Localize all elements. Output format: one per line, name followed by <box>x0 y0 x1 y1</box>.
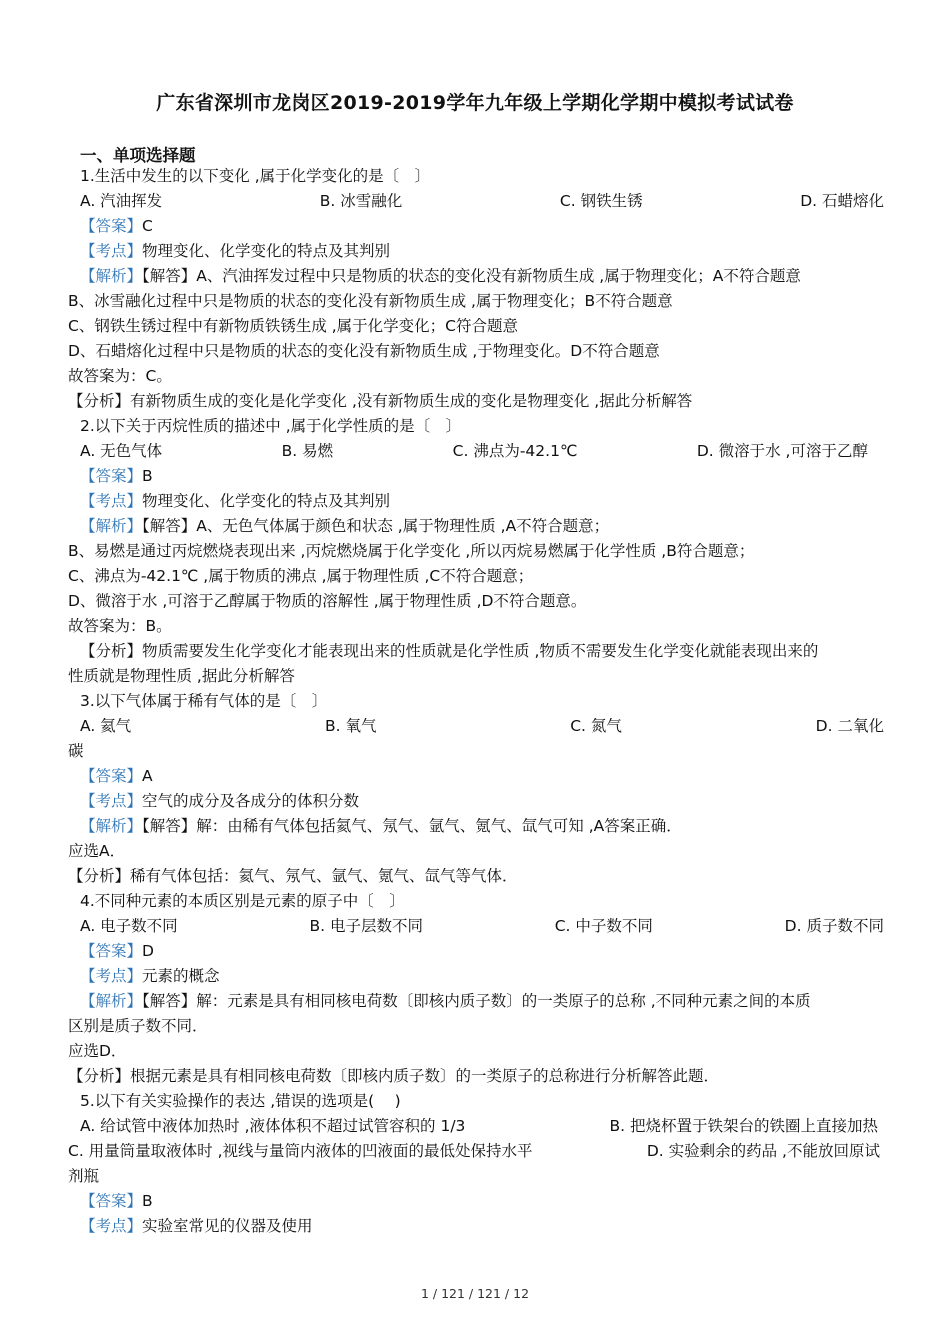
answer-tag: 【答案】 <box>80 767 143 785</box>
analysis-line <box>68 864 884 889</box>
point-tag: 【考点】 <box>80 242 143 260</box>
answer-line <box>68 464 884 489</box>
explain-text: 【解答】解：由稀有气体包括氦气、氖气、氩气、氪气、氙气可知 ,A答案正确． <box>142 817 682 835</box>
explain-tag: 【解析】 <box>80 817 143 835</box>
analysis-text: 有新物质生成的变化是化学变化 ,没有新物质生成的变化是物理变化 ,据此分析解答 <box>130 392 693 410</box>
conclusion-text: 故答案为：C。 <box>68 367 172 385</box>
analysis-text: 稀有气体包括：氦气、氖气、氩气、氪气、氙气等气体． <box>130 867 518 885</box>
answer-line <box>68 214 884 239</box>
explain-text: B、冰雪融化过程中只是物质的状态的变化没有新物质生成 ,属于物理变化；B不符合题意 <box>68 292 673 310</box>
option-d: D. 实验剩余的药品 ,不能放回原试 <box>646 1142 880 1160</box>
option-continuation: 剂瓶 <box>68 1167 100 1185</box>
option-c: C. 氮气 <box>570 717 622 735</box>
answer-tag: 【答案】 <box>80 467 143 485</box>
point-text: 物理变化、化学变化的特点及其判别 <box>142 492 391 510</box>
point-tag: 【考点】 <box>80 967 143 985</box>
explain-text: 【解答】A、汽油挥发过程中只是物质的状态的变化没有新物质生成 ,属于物理变化；A不符合题意 <box>142 267 801 285</box>
option-a: A. 给试管中液体加热时 ,液体体积不超过试管容积的 1/3 <box>80 1117 466 1135</box>
answer-tag: 【答案】 <box>80 217 143 235</box>
analysis-line <box>68 389 884 414</box>
explain-text: B、易燃是通过丙烷燃烧表现出来 ,丙烷燃烧属于化学变化 ,所以丙烷易燃属于化学性质 ,B符合题意； <box>68 542 755 560</box>
answer-tag: 【答案】 <box>80 1192 143 1210</box>
point-tag: 【考点】 <box>80 792 143 810</box>
option-b: B. 把烧杯置于铁架台的铁圈上直接加热 <box>609 1117 878 1135</box>
answer-line <box>68 939 884 964</box>
point-text: 实验室常见的仪器及使用 <box>142 1217 313 1235</box>
analysis-tag: 【分析】 <box>68 867 131 885</box>
option-b: B. 氧气 <box>324 717 377 735</box>
analysis-line <box>68 639 884 664</box>
question-5-options-row-1 <box>68 1114 878 1139</box>
point-line <box>68 489 884 514</box>
point-tag: 【考点】 <box>80 1217 143 1235</box>
explain-line <box>68 989 884 1014</box>
answer-value: B <box>142 467 153 485</box>
explain-line <box>68 514 884 539</box>
analysis-text: 物质需要发生化学变化才能表现出来的性质就是化学性质 ,物质不需要发生化学变化就能表现出来的 <box>142 642 819 660</box>
explain-text: 【解答】解：元素是具有相同核电荷数〔即核内质子数〕的一类原子的总称 ,不同种元素之间的本质 <box>142 992 811 1010</box>
analysis-text: 根据元素是具有相同核电荷数〔即核内质子数〕的一类原子的总称进行分析解答此题． <box>130 1067 720 1085</box>
question-2-stem: 2.以下关于丙烷性质的描述中 ,属于化学性质的是〔 〕 <box>80 417 462 435</box>
explain-tag: 【解析】 <box>80 517 143 535</box>
analysis-text: 性质就是物理性质 ,据此分析解答 <box>68 667 295 685</box>
point-text: 物理变化、化学变化的特点及其判别 <box>142 242 391 260</box>
conclusion-text: 故答案为：B。 <box>68 617 172 635</box>
point-text: 元素的概念 <box>142 967 220 985</box>
option-a: A. 电子数不同 <box>80 917 178 935</box>
question-1-options <box>68 189 884 214</box>
explain-text: D、微溶于水 ,可溶于乙醇属于物质的溶解性 ,属于物理性质 ,D不符合题意。 <box>68 592 587 610</box>
page-title: 广东省深圳市龙岗区2019-2019学年九年级上学期化学期中模拟考试试卷 <box>156 92 794 114</box>
option-b: B. 易燃 <box>281 442 334 460</box>
analysis-tag: 【分析】 <box>68 392 131 410</box>
conclusion-text: 应选D． <box>68 1042 127 1060</box>
option-c: C. 用量筒量取液体时 ,视线与量筒内液体的凹液面的最低处保持水平 <box>68 1142 533 1160</box>
question-4-options <box>68 914 884 939</box>
point-line <box>68 964 884 989</box>
option-c: C. 沸点为-42.1℃ <box>452 442 578 460</box>
answer-line <box>68 1189 884 1214</box>
option-c: C. 中子数不同 <box>554 917 653 935</box>
answer-value: D <box>142 942 154 960</box>
question-5-options-row-2 <box>68 1139 880 1164</box>
analysis-tag: 【分析】 <box>68 1067 131 1085</box>
option-a: A. 无色气体 <box>80 442 163 460</box>
question-1-stem: 1.生活中发生的以下变化 ,属于化学变化的是〔 〕 <box>80 167 431 185</box>
answer-value: B <box>142 1192 153 1210</box>
question-2-options <box>68 439 884 464</box>
explain-text: C、钢铁生锈过程中有新物质铁锈生成 ,属于化学变化；C符合题意 <box>68 317 519 335</box>
analysis-line <box>68 1064 884 1089</box>
answer-value: A <box>142 767 153 785</box>
explain-tag: 【解析】 <box>80 267 143 285</box>
option-d: D. 微溶于水 ,可溶于乙醇 <box>696 442 868 460</box>
point-line <box>68 1214 884 1239</box>
question-3-stem: 3.以下气体属于稀有气体的是〔 〕 <box>80 692 328 710</box>
answer-tag: 【答案】 <box>80 942 143 960</box>
option-b: B. 电子层数不同 <box>309 917 423 935</box>
option-d: D. 二氧化 <box>815 717 884 735</box>
answer-value: C <box>142 217 153 235</box>
section-heading: 一、单项选择题 <box>80 146 196 165</box>
explain-text: 【解答】A、无色气体属于颜色和状态 ,属于物理性质 ,A不符合题意； <box>142 517 610 535</box>
option-b: B. 冰雪融化 <box>319 192 403 210</box>
question-4-stem: 4.不同种元素的本质区别是元素的原子中〔 〕 <box>80 892 405 910</box>
explain-line <box>68 264 884 289</box>
point-text: 空气的成分及各成分的体积分数 <box>142 792 360 810</box>
point-tag: 【考点】 <box>80 492 143 510</box>
analysis-tag: 【分析】 <box>80 642 143 660</box>
answer-line <box>68 764 884 789</box>
question-5-stem: 5.以下有关实验操作的表达 ,错误的选项是( ) <box>80 1092 401 1110</box>
option-c: C. 钢铁生锈 <box>559 192 643 210</box>
conclusion-text: 应选A． <box>68 842 126 860</box>
option-a: A. 汽油挥发 <box>80 192 163 210</box>
explain-line <box>68 814 884 839</box>
question-3-options <box>68 714 884 739</box>
option-continuation: 碳 <box>68 742 84 760</box>
point-line <box>68 789 884 814</box>
option-d: D. 质子数不同 <box>784 917 884 935</box>
explain-text: 区别是质子数不同． <box>68 1017 208 1035</box>
explain-tag: 【解析】 <box>80 992 143 1010</box>
option-d: D. 石蜡熔化 <box>800 192 884 210</box>
option-a: A. 氦气 <box>80 717 132 735</box>
page-footer: 1 / 121 / 121 / 12 <box>420 1286 530 1301</box>
explain-text: C、沸点为-42.1℃ ,属于物质的沸点 ,属于物理性质 ,C不符合题意； <box>68 567 534 585</box>
question-list <box>68 164 884 1239</box>
point-line <box>68 239 884 264</box>
explain-text: D、石蜡熔化过程中只是物质的状态的变化没有新物质生成 ,于物理变化。D不符合题意 <box>68 342 660 360</box>
